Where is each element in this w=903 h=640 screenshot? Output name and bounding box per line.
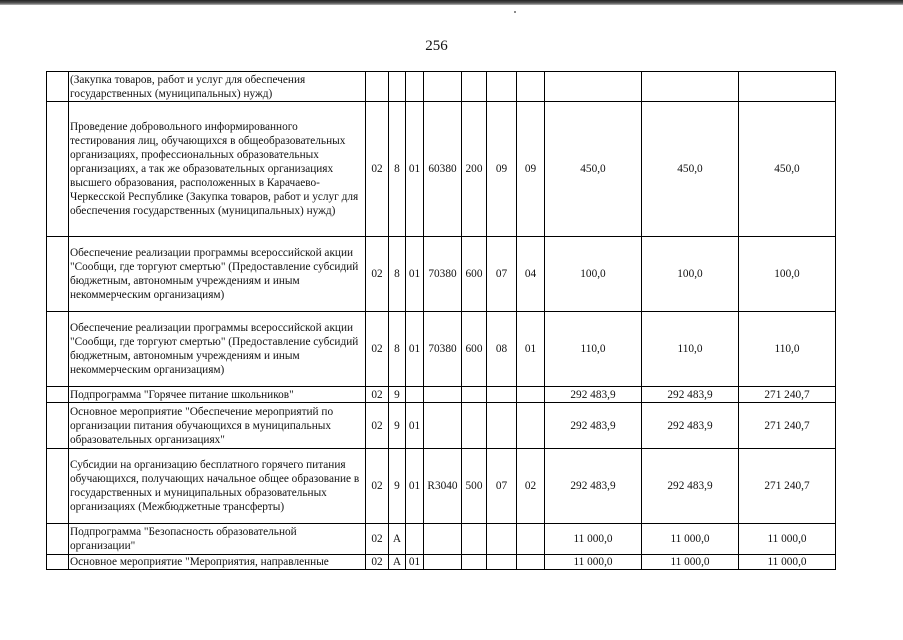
code-direction xyxy=(424,403,462,449)
code-expense-type: 500 xyxy=(462,449,487,524)
code-program: 02 xyxy=(366,449,389,524)
table-row xyxy=(47,555,836,570)
item-name: Основное мероприятие "Обеспечение мероприятий по организации питания обучающихся в муниципальных образовательных организациях" xyxy=(69,403,366,449)
table-row xyxy=(47,449,836,524)
code-expense-type: 600 xyxy=(462,312,487,387)
amount-year-2: 292 483,9 xyxy=(642,449,739,524)
row-index-cell xyxy=(47,237,69,312)
row-index-cell xyxy=(47,102,69,237)
scan-top-border xyxy=(0,0,903,5)
amount-year-3: 110,0 xyxy=(739,312,836,387)
amount-year-2: 292 483,9 xyxy=(642,387,739,403)
code-section xyxy=(487,387,517,403)
table-row xyxy=(47,237,836,312)
item-name: Подпрограмма "Безопасность образовательной организации" xyxy=(69,524,366,555)
code-section xyxy=(487,524,517,555)
code-section: 09 xyxy=(487,102,517,237)
item-name: (Закупка товаров, работ и услуг для обеспечения государственных (муниципальных) нужд) xyxy=(69,72,366,102)
row-index-cell xyxy=(47,449,69,524)
code-subprogram: 9 xyxy=(389,449,406,524)
amount-year-2 xyxy=(642,72,739,102)
code-program xyxy=(366,72,389,102)
code-subprogram: 8 xyxy=(389,102,406,237)
code-main-event: 01 xyxy=(406,312,424,387)
amount-year-1: 100,0 xyxy=(545,237,642,312)
amount-year-3: 271 240,7 xyxy=(739,403,836,449)
code-program: 02 xyxy=(366,403,389,449)
code-section xyxy=(487,403,517,449)
item-name: Обеспечение реализации программы всероссийской акции "Сообщи, где торгуют смертью" (Предоставление субсидий бюджетным, автономным учреждениям и иным некоммерческим организациям) xyxy=(69,237,366,312)
item-name: Субсидии на организацию бесплатного горячего питания обучающихся, получающих начальное общее образование в государственных и муниципальных образовательных организациях (Межбюджетные трансферты) xyxy=(69,449,366,524)
code-subsection xyxy=(517,524,545,555)
code-expense-type: 600 xyxy=(462,237,487,312)
code-subprogram: 9 xyxy=(389,387,406,403)
code-expense-type xyxy=(462,403,487,449)
amount-year-3: 271 240,7 xyxy=(739,449,836,524)
code-subprogram: 8 xyxy=(389,312,406,387)
code-subsection: 01 xyxy=(517,312,545,387)
code-expense-type xyxy=(462,72,487,102)
code-direction: 70380 xyxy=(424,312,462,387)
table-row xyxy=(47,403,836,449)
code-subsection: 09 xyxy=(517,102,545,237)
code-main-event: 01 xyxy=(406,102,424,237)
row-index-cell xyxy=(47,403,69,449)
amount-year-3 xyxy=(739,72,836,102)
amount-year-1: 110,0 xyxy=(545,312,642,387)
table-row xyxy=(47,524,836,555)
code-subsection: 02 xyxy=(517,449,545,524)
item-name: Подпрограмма "Горячее питание школьников" xyxy=(69,387,366,403)
amount-year-2: 11 000,0 xyxy=(642,524,739,555)
amount-year-1: 292 483,9 xyxy=(545,403,642,449)
amount-year-1: 292 483,9 xyxy=(545,387,642,403)
code-main-event: 01 xyxy=(406,449,424,524)
item-name: Основное мероприятие "Мероприятия, направленные xyxy=(69,555,366,570)
amount-year-3: 450,0 xyxy=(739,102,836,237)
page-number: 256 xyxy=(425,38,448,54)
code-direction: 60380 xyxy=(424,102,462,237)
code-direction: R3040 xyxy=(424,449,462,524)
code-section: 08 xyxy=(487,312,517,387)
budget-table xyxy=(46,71,836,570)
code-direction xyxy=(424,72,462,102)
code-subprogram xyxy=(389,72,406,102)
code-program: 02 xyxy=(366,312,389,387)
amount-year-1 xyxy=(545,72,642,102)
item-name: Обеспечение реализации программы всероссийской акции "Сообщи, где торгуют смертью" (Предоставление субсидий бюджетным, автономным учреждениям и иным некоммерческим организациям) xyxy=(69,312,366,387)
code-main-event xyxy=(406,524,424,555)
table-row xyxy=(47,72,836,102)
code-main-event: 01 xyxy=(406,403,424,449)
code-subsection xyxy=(517,555,545,570)
amount-year-3: 271 240,7 xyxy=(739,387,836,403)
code-section xyxy=(487,555,517,570)
table-row xyxy=(47,102,836,237)
code-main-event: 01 xyxy=(406,555,424,570)
code-direction xyxy=(424,555,462,570)
amount-year-2: 292 483,9 xyxy=(642,403,739,449)
code-program: 02 xyxy=(366,237,389,312)
code-subsection xyxy=(517,403,545,449)
code-subsection: 04 xyxy=(517,237,545,312)
code-expense-type: 200 xyxy=(462,102,487,237)
code-subprogram: 9 xyxy=(389,403,406,449)
row-index-cell xyxy=(47,312,69,387)
code-expense-type xyxy=(462,555,487,570)
amount-year-3: 11 000,0 xyxy=(739,555,836,570)
code-program: 02 xyxy=(366,524,389,555)
code-subprogram: А xyxy=(389,524,406,555)
code-subsection xyxy=(517,72,545,102)
amount-year-3: 11 000,0 xyxy=(739,524,836,555)
row-index-cell xyxy=(47,555,69,570)
code-direction xyxy=(424,524,462,555)
row-index-cell xyxy=(47,72,69,102)
code-main-event: 01 xyxy=(406,237,424,312)
row-index-cell xyxy=(47,387,69,403)
amount-year-2: 110,0 xyxy=(642,312,739,387)
code-direction: 70380 xyxy=(424,237,462,312)
amount-year-2: 100,0 xyxy=(642,237,739,312)
scan-speck xyxy=(514,11,516,13)
code-section: 07 xyxy=(487,449,517,524)
amount-year-2: 11 000,0 xyxy=(642,555,739,570)
amount-year-3: 100,0 xyxy=(739,237,836,312)
amount-year-1: 11 000,0 xyxy=(545,555,642,570)
table-row xyxy=(47,387,836,403)
code-subprogram: 8 xyxy=(389,237,406,312)
row-index-cell xyxy=(47,524,69,555)
code-expense-type xyxy=(462,524,487,555)
code-subsection xyxy=(517,387,545,403)
amount-year-2: 450,0 xyxy=(642,102,739,237)
code-program: 02 xyxy=(366,387,389,403)
code-program: 02 xyxy=(366,102,389,237)
amount-year-1: 450,0 xyxy=(545,102,642,237)
code-subprogram: А xyxy=(389,555,406,570)
code-program: 02 xyxy=(366,555,389,570)
amount-year-1: 11 000,0 xyxy=(545,524,642,555)
code-main-event xyxy=(406,72,424,102)
code-main-event xyxy=(406,387,424,403)
code-direction xyxy=(424,387,462,403)
amount-year-1: 292 483,9 xyxy=(545,449,642,524)
code-section: 07 xyxy=(487,237,517,312)
code-section xyxy=(487,72,517,102)
item-name: Проведение добровольного информированного тестирования лиц, обучающихся в общеобразовательных организациях, профессиональных образовательных организациях, а так же образовательных организациях высшего образования, расположенных в Карачаево-Черкесской Республике (Закупка товаров, работ и услуг для обеспечения государственных (муниципальных) нужд) xyxy=(69,102,366,237)
code-expense-type xyxy=(462,387,487,403)
table-row xyxy=(47,312,836,387)
